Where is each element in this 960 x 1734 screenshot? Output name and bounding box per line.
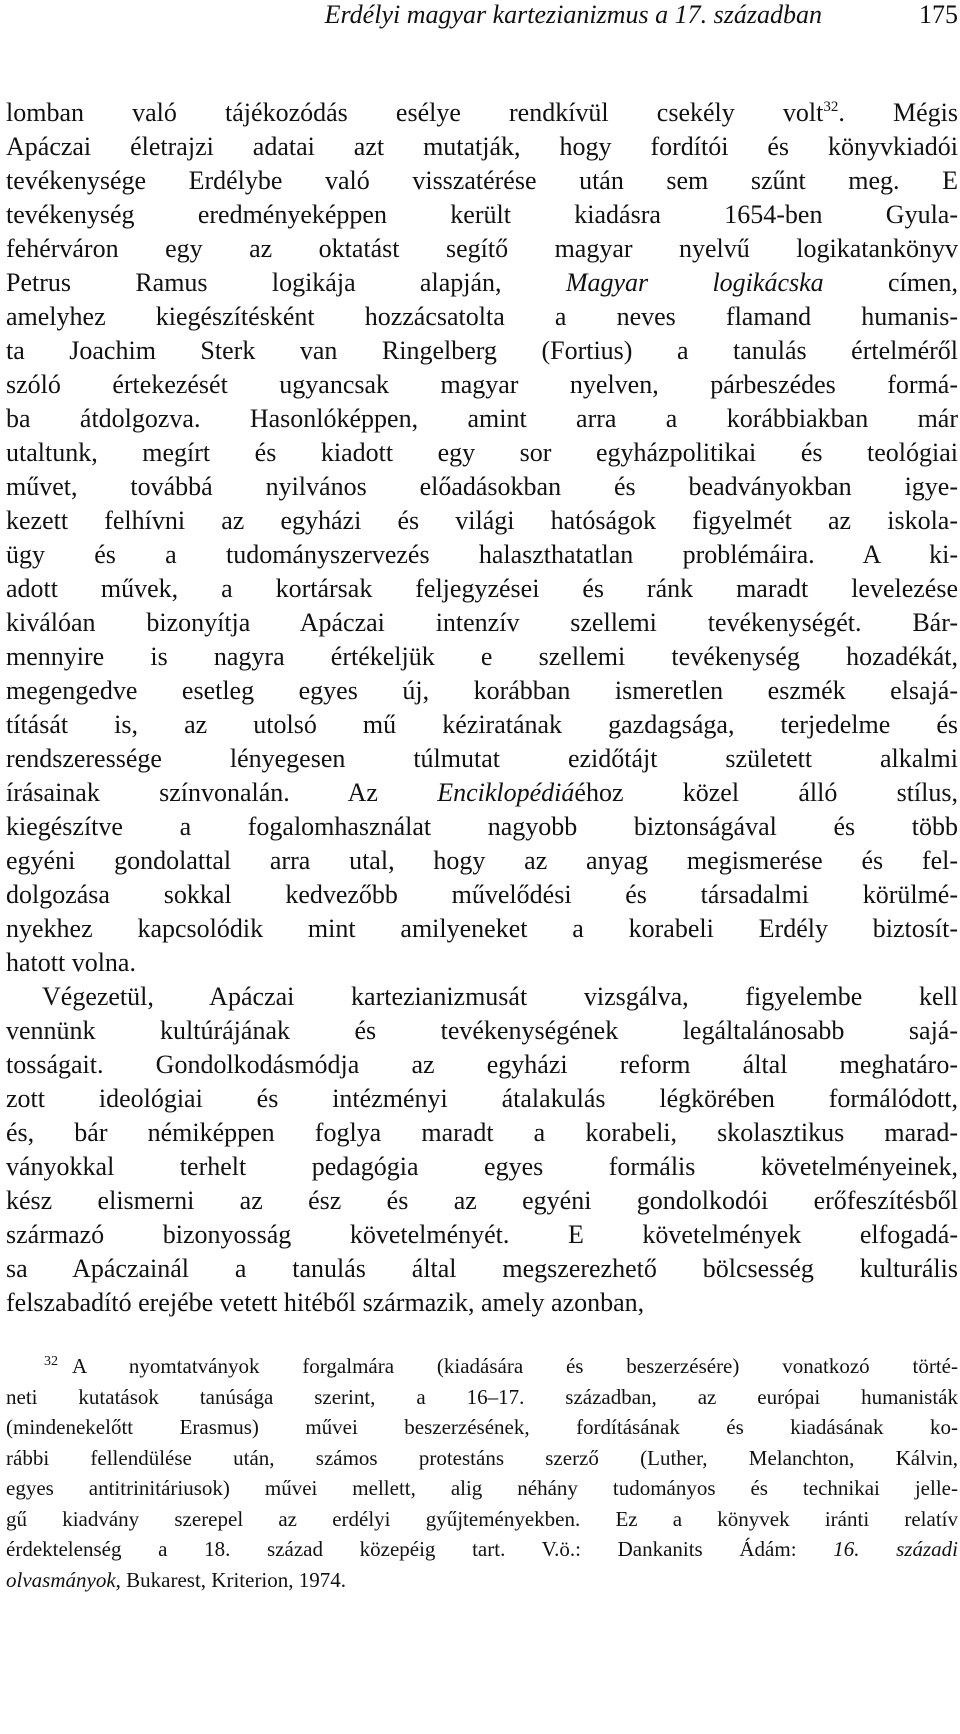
book-title: olvasmányok <box>6 1567 116 1592</box>
text-span: írásainak színvonalán. Az <box>6 778 438 807</box>
text-line: títását is, az utolsó mű kéziratának gazdagsága, terjedelme és <box>6 710 958 739</box>
book-title: Enciklopédiá <box>437 778 575 807</box>
text-line: mennyire is nagyra értékeljük e szellemi tevékenység hozadékát, <box>6 642 958 671</box>
text-line: megengedve esetleg egyes új, korábban ismeretlen eszmék elsajá- <box>6 676 958 705</box>
text-line: felszabadító erejébe vetett hitéből származik, amely azonban, <box>6 1288 645 1317</box>
text-line: Apáczai életrajzi adatai azt mutatják, hogy fordítói és könyvkiadói <box>6 132 958 161</box>
text-line: adott művek, a kortársak feljegyzései és ránk maradt levelezése <box>6 574 958 603</box>
text-line: ta Joachim Sterk van Ringelberg (Fortius) a tanulás értelméről <box>6 336 958 365</box>
text-span: , Bukarest, Kriterion, 1974. <box>115 1567 347 1592</box>
text-line: fehérváron egy az oktatást segítő magyar nyelvű logikatankönyv <box>6 234 958 263</box>
footnote-line: gű kiadvány szerepel az erdélyi gyűjteményekben. Ez a könyvek iránti relatív <box>6 1506 958 1531</box>
text-line: rendszeressége lényegesen túlmutat ezidőtájt született alkalmi <box>6 744 958 773</box>
footnote-line: neti kutatások tanúsága szerint, a 16–17. században, az európai humanisták <box>6 1384 958 1409</box>
footnote <box>6 1351 958 1595</box>
footnote-line <box>6 1351 958 1382</box>
footnote-line <box>6 1534 958 1565</box>
text-line: amelyhez kiegészítésként hozzácsatolta a neves flamand humanis- <box>6 302 958 331</box>
book-title: Magyar logikácska <box>565 268 824 297</box>
page-number: 175 <box>919 0 958 29</box>
text-line: kész elismerni az ész és az egyéni gondolkodói erőfeszítésből <box>6 1186 958 1215</box>
body-text <box>6 96 958 1320</box>
text-line: dolgozása sokkal kedvezőbb művelődési és társadalmi körülmé- <box>6 880 958 909</box>
text-line: ványokkal terhelt pedagógia egyes formális követelményeinek, <box>6 1152 958 1181</box>
text-line: kiválóan bizonyítja Apáczai intenzív szellemi tevékenységét. Bár- <box>6 608 958 637</box>
text-line <box>6 266 958 300</box>
footnote-number: 32 <box>44 1354 58 1369</box>
text-line <box>6 96 958 130</box>
text-span: érdektelenség a 18. század közepéig tart. V.ö.: Dankanits Ádám: <box>6 1537 834 1561</box>
footnote-reference: 32 <box>823 99 839 115</box>
text-line: művet, továbbá nyilvános előadásokban és beadványokban igye- <box>6 472 958 501</box>
text-line: tevékenység eredményeképpen került kiadásra 1654-ben Gyula- <box>6 200 958 229</box>
text-line: származó bizonyosság követelményét. E követelmények elfogadá- <box>6 1220 958 1249</box>
footnote-line <box>6 1565 958 1596</box>
text-line: zott ideológiai és intézményi átalakulás légkörében formálódott, <box>6 1084 958 1113</box>
running-title: Erdélyi magyar kartezianizmus a 17. században <box>324 0 822 29</box>
text-span: lomban való tájékozódás esélye rendkívül csekély volt <box>6 98 824 127</box>
text-span: címen, <box>823 268 959 297</box>
text-line: tosságait. Gondolkodásmódja az egyházi reform által meghatáro- <box>6 1050 958 1079</box>
text-line: tevékenysége Erdélybe való visszatérése után sem szűnt meg. E <box>6 166 958 195</box>
text-line: kezett felhívni az egyházi és világi hatóságok figyelmét az iskola- <box>6 506 958 535</box>
text-line: utaltunk, megírt és kiadott egy sor egyházpolitikai és teológiai <box>6 438 958 467</box>
text-line: egyéni gondolattal arra utal, hogy az anyag megismerése és fel- <box>6 846 958 875</box>
text-line: kiegészítve a fogalomhasználat nagyobb biztonságával és több <box>6 812 958 841</box>
running-header <box>0 0 960 52</box>
footnote-line: egyes antitrinitáriusok) művei mellett, alig néhány tudományos és technikai jelle- <box>6 1476 958 1500</box>
text-span: A nyomtatványok forgalmára (kiadására és beszerzésére) vonatkozó törté- <box>72 1354 958 1378</box>
text-line: nyekhez kapcsolódik mint amilyeneket a korabeli Erdély biztosít- <box>6 914 958 943</box>
text-line: hatott volna. <box>6 948 136 977</box>
footnote-line: rábbi fellendülése után, számos protestáns szerző (Luther, Melanchton, Kálvin, <box>6 1445 958 1470</box>
text-line: szóló értekezését ugyancsak magyar nyelven, párbeszédes formá- <box>6 370 958 399</box>
footnote-line: (mindenekelőtt Erasmus) művei beszerzésének, fordításának és kiadásának ko- <box>6 1415 958 1439</box>
text-line: Végezetül, Apáczai kartezianizmusát vizsgálva, figyelembe kell <box>42 982 958 1011</box>
text-line: ügy és a tudományszervezés halaszthatatlan problémáira. A ki- <box>6 540 958 569</box>
text-line: ba átdolgozva. Hasonlóképpen, amint arra a korábbiakban már <box>6 404 958 433</box>
book-title: 16. századi <box>833 1537 958 1561</box>
text-line: vennünk kultúrájának és tevékenységének legáltalánosabb sajá- <box>6 1016 958 1045</box>
text-span: Petrus Ramus logikája alapján, <box>6 268 566 297</box>
text-span: . Mégis <box>838 98 959 127</box>
text-line <box>6 776 958 810</box>
text-line: sa Apáczainál a tanulás által megszerezhető bölcsesség kulturális <box>6 1254 958 1283</box>
text-span: éhoz közel álló stílus, <box>574 778 958 807</box>
text-line: és, bár némiképpen foglya maradt a korabeli, skolasztikus marad- <box>6 1118 958 1147</box>
